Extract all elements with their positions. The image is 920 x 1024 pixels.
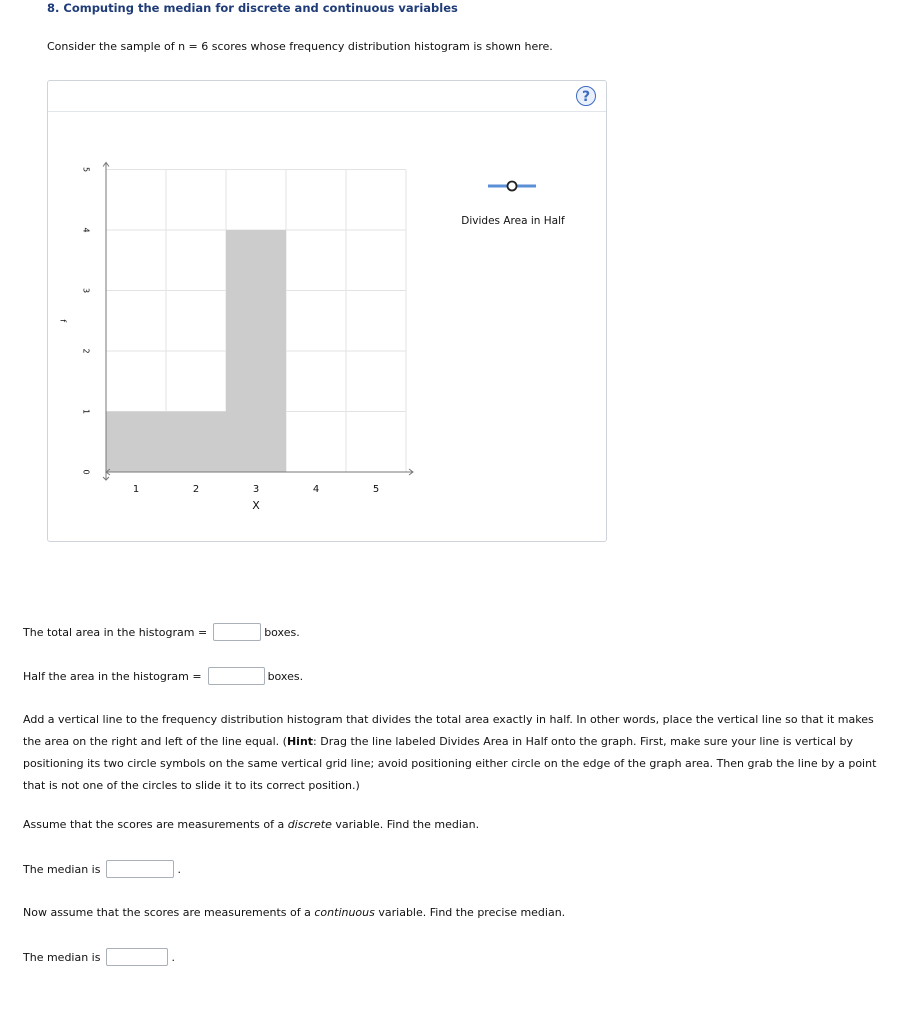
y-tick-label: 3	[81, 287, 91, 294]
continuous-median-row	[23, 948, 175, 966]
half-area-unit: boxes.	[267, 669, 304, 683]
x-tick-label: 4	[312, 484, 320, 495]
total-area-input[interactable]	[213, 623, 261, 641]
y-axis-label: f	[58, 319, 68, 323]
x-tick-label: 2	[192, 484, 200, 495]
half-area-row	[23, 667, 303, 685]
discrete-period: .	[177, 862, 181, 876]
histogram-bar	[166, 412, 226, 473]
half-area-label: Half the area in the histogram =	[23, 669, 202, 683]
y-tick-label: 4	[81, 227, 91, 233]
x-axis-label: X	[252, 499, 260, 512]
graph-panel	[47, 80, 607, 542]
x-tick-label: 5	[372, 484, 380, 495]
histogram-bar	[106, 412, 166, 473]
discrete-median-input[interactable]	[106, 860, 174, 878]
x-tick-label: 1	[132, 484, 140, 495]
question-circle-icon[interactable]: ?	[576, 86, 596, 106]
y-tick-label: 5	[81, 166, 91, 173]
discrete-emphasis: discrete	[287, 818, 332, 831]
hint-label: Hint	[286, 735, 314, 748]
total-area-label: The total area in the histogram =	[23, 625, 208, 639]
instructions-paragraph	[23, 709, 883, 797]
continuous-median-label: The median is	[23, 950, 101, 964]
discrete-prompt	[23, 818, 479, 831]
continuous-median-input[interactable]	[106, 948, 168, 966]
continuous-prompt	[23, 906, 565, 919]
tool-handle-circle[interactable]	[508, 182, 517, 191]
continuous-prompt-text: Now assume that the scores are measurements of a	[23, 906, 315, 919]
continuous-prompt-end: variable. Find the precise median.	[374, 906, 566, 919]
histogram-bar	[226, 230, 286, 472]
instructions-text-2: : Drag the line labeled Divides Area in Half onto the graph. First, make sure your line is vertical by positioning its two circle symbols on the same vertical grid line; avoid positioning either circle on the edge of the graph area. Then grab the line by a point that is not one of the circles to slide it to its correct position.)	[23, 735, 877, 792]
instructions-text-1: Add a vertical line to the frequency distribution histogram that divides the total area exactly in half. In other words, place the vertical line so that it makes the area on the right and left of the line equal. (	[23, 713, 874, 748]
histogram-chart	[48, 81, 606, 541]
total-area-unit: boxes.	[264, 625, 300, 639]
discrete-prompt-text: Assume that the scores are measurements of a	[23, 818, 288, 831]
divides-area-label: Divides Area in Half	[461, 215, 565, 227]
y-tick-label: 2	[81, 348, 91, 354]
continuous-emphasis: continuous	[314, 906, 375, 919]
half-area-input[interactable]	[208, 667, 265, 685]
y-tick-label: 1	[81, 408, 91, 415]
continuous-period: .	[171, 950, 175, 964]
x-tick-label: 3	[252, 484, 260, 495]
discrete-median-row	[23, 860, 181, 878]
y-tick-label: 0	[81, 469, 91, 475]
total-area-row	[23, 623, 300, 641]
discrete-median-label: The median is	[23, 862, 101, 876]
question-title: 8. Computing the median for discrete and continuous variables	[47, 1, 458, 15]
intro-text: Consider the sample of n = 6 scores whose frequency distribution histogram is shown here.	[47, 40, 553, 53]
discrete-prompt-end: variable. Find the median.	[331, 818, 480, 831]
divides-area-line-tool[interactable]	[484, 177, 540, 195]
